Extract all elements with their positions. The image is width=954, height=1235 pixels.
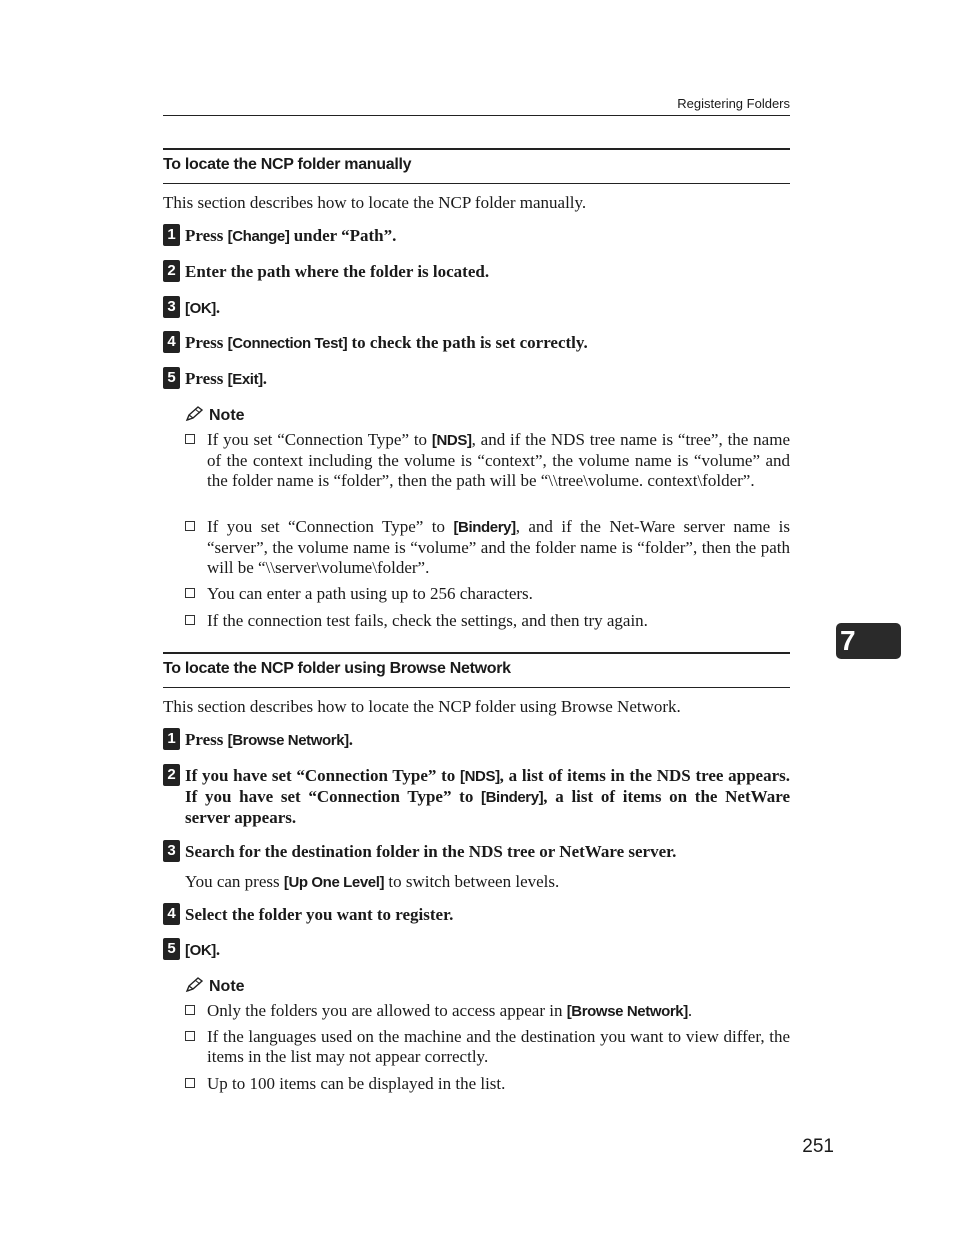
checkbox-bullet-icon — [185, 521, 195, 531]
section1-note-3: You can enter a path using up to 256 characters. — [185, 584, 790, 604]
checkbox-bullet-icon — [185, 615, 195, 625]
section2-note-heading: Note — [185, 977, 245, 996]
running-head: Registering Folders — [677, 96, 790, 111]
step-number-badge: 3 — [163, 840, 180, 862]
step-number-badge: 3 — [163, 296, 180, 318]
section2-bottom-rule — [163, 687, 790, 688]
key-label: [OK] — [185, 300, 216, 317]
section2-note-3: Up to 100 items can be displayed in the list. — [185, 1074, 790, 1094]
section2-intro: This section describes how to locate the NCP folder using Browse Network. — [163, 697, 681, 716]
section2-step-3-detail: You can press [Up One Level] to switch between levels. — [185, 872, 560, 891]
key-label: [OK] — [185, 942, 216, 959]
step-number-badge: 5 — [163, 938, 180, 960]
section1-note-2: If you set “Connection Type” to [Bindery], and if the Net-Ware server name is “server”, the volume name is “volume” and the folder name is “folder”, then the path will be “\\server\volume\folder”. — [185, 517, 790, 578]
section1-note-heading: Note — [185, 406, 245, 425]
step-number-badge: 2 — [163, 260, 180, 282]
header-rule — [163, 115, 790, 116]
section1-bottom-rule — [163, 183, 790, 184]
section2-title: To locate the NCP folder using Browse Network — [163, 660, 511, 677]
step-number-badge: 2 — [163, 764, 180, 786]
step-number-badge: 4 — [163, 903, 180, 925]
section1-note-1: If you set “Connection Type” to [NDS], and if the NDS tree name is “tree”, the name of the context including the volume is “context”, the volume name is “volume” and the folder name is “folder”, then the path will be “\\tree\volume. context\folder”. — [185, 430, 790, 491]
checkbox-bullet-icon — [185, 434, 195, 444]
step-number-badge: 1 — [163, 224, 180, 246]
page-number: 251 — [802, 1136, 834, 1157]
key-label: [Exit] — [227, 371, 263, 388]
section2-note-2: If the languages used on the machine and the destination you want to view differ, the items in the list may not appear correctly. — [185, 1027, 790, 1067]
section2-note-1: Only the folders you are allowed to access appear in [Browse Network]. — [185, 1001, 790, 1022]
key-label: [Bindery] — [453, 519, 516, 536]
section2-top-rule — [163, 652, 790, 654]
key-label: [Up One Level] — [283, 874, 385, 891]
key-label: [Change] — [227, 228, 290, 245]
checkbox-bullet-icon — [185, 1031, 195, 1041]
step-number-badge: 1 — [163, 728, 180, 750]
key-label: [Browse Network] — [566, 1003, 688, 1020]
step-text: Press [Exit]. — [185, 369, 268, 388]
step-text: Press [Connection Test] to check the path is set correctly. — [185, 333, 588, 352]
checkbox-bullet-icon — [185, 588, 195, 598]
step-number-badge: 5 — [163, 367, 180, 389]
pencil-note-icon — [185, 977, 205, 993]
step-text: If you have set “Connection Type” to [NDS], a list of items in the NDS tree appears. If you have set “Connection Type” to [Bindery], a list of items on the NetWare server appears. — [185, 766, 790, 827]
key-label: [Browse Network] — [227, 732, 349, 749]
chapter-tab: 7 — [836, 623, 901, 659]
step-text: Search for the destination folder in the NDS tree or NetWare server. — [185, 842, 677, 861]
section1-intro: This section describes how to locate the NCP folder manually. — [163, 193, 587, 212]
key-label: [NDS] — [431, 432, 472, 449]
step-number-badge: 4 — [163, 331, 180, 353]
key-label: [Connection Test] — [227, 335, 348, 352]
step-text: [OK]. — [185, 940, 221, 959]
step-text: Enter the path where the folder is located. — [185, 262, 490, 281]
checkbox-bullet-icon — [185, 1005, 195, 1015]
key-label: [Bindery] — [481, 789, 544, 806]
step-text: [OK]. — [185, 298, 221, 317]
step-text: Press [Change] under “Path”. — [185, 226, 397, 245]
section1-title: To locate the NCP folder manually — [163, 156, 412, 173]
checkbox-bullet-icon — [185, 1078, 195, 1088]
key-label: [NDS] — [460, 768, 500, 785]
step-text: Select the folder you want to register. — [185, 905, 454, 924]
step-text: Press [Browse Network]. — [185, 730, 354, 749]
pencil-note-icon — [185, 406, 205, 422]
section1-note-4: If the connection test fails, check the settings, and then try again. — [185, 611, 790, 631]
section1-top-rule — [163, 148, 790, 150]
